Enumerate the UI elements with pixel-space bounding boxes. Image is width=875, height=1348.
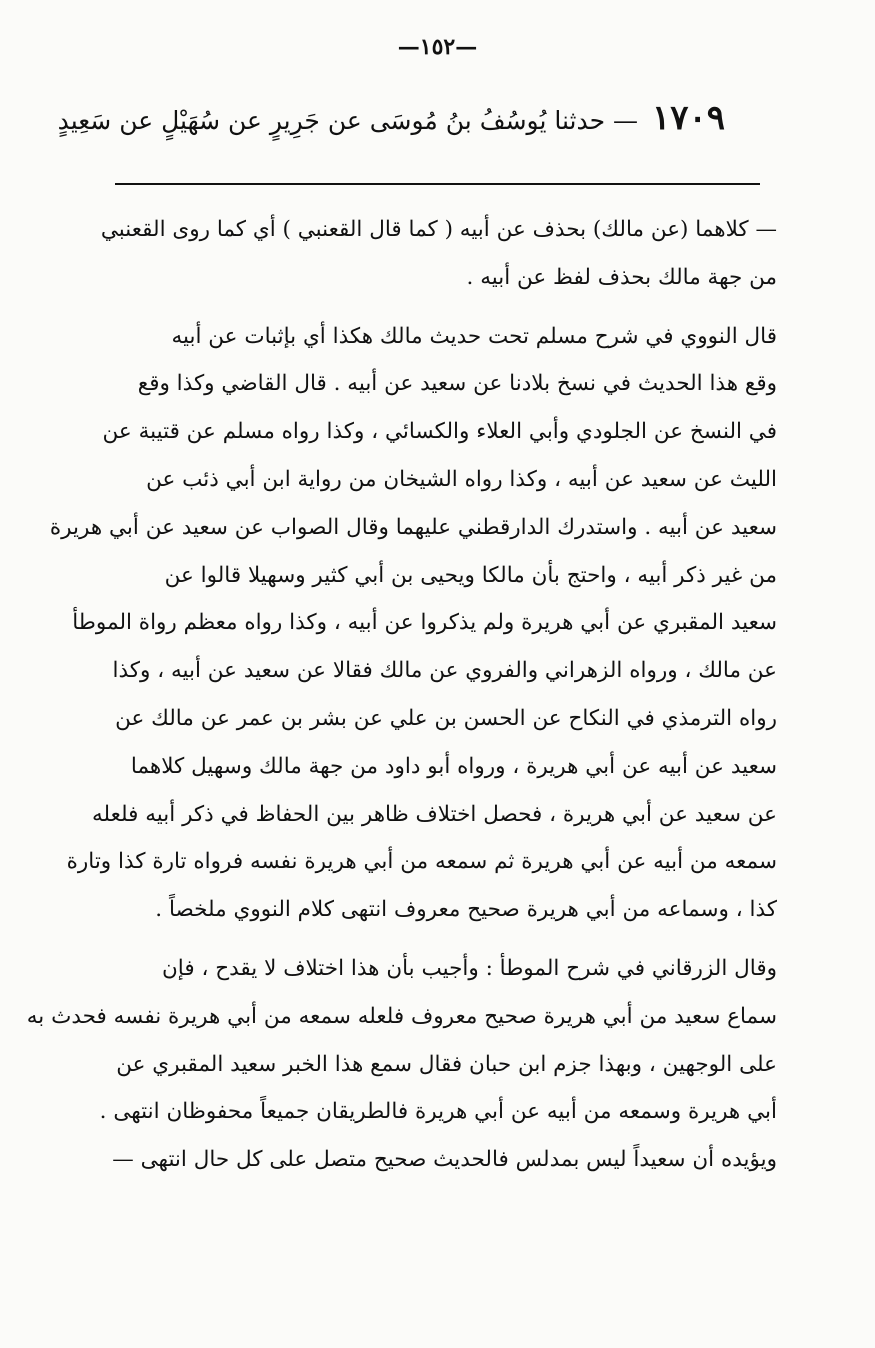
page-number: —١٥٢— xyxy=(397,34,478,60)
hadith-number: ١٧٠٩ xyxy=(651,98,725,138)
text-line: كذا ، وسماعه من أبي هريرة صحيح معروف انتهى كلام النووي ملخصاً . xyxy=(155,897,777,923)
text-line: سعيد عن أبيه عن أبي هريرة ، ورواه أبو داود من جهة مالك وسهيل كلاهما xyxy=(130,753,777,779)
text-line: وقال الزرقاني في شرح الموطأ : وأجيب بأن هذا اختلاف لا يقدح ، فإن xyxy=(162,955,777,981)
text-line: ويؤيده أن سعيداً ليس بمدلس فالحديث صحيح متصل على كل حال انتهى — xyxy=(112,1147,777,1173)
paragraph-1 xyxy=(100,206,777,302)
text-line: رواه الترمذي في النكاح عن الحسن بن علي عن بشر بن عمر عن مالك عن xyxy=(115,705,777,731)
text-line: سماع سعيد من أبي هريرة صحيح معروف فلعله سمعه من أبي هريرة نفسه فحدث به xyxy=(26,1003,777,1029)
text-line: على الوجهين ، وبهذا جزم ابن حبان فقال سمع هذا الخبر سعيد المقبري عن xyxy=(116,1051,777,1077)
text-line: عن سعيد عن أبي هريرة ، فحصل اختلاف ظاهر بين الحفاظ في ذكر أبيه فلعله xyxy=(92,801,777,827)
commentary-body xyxy=(26,206,777,1184)
hadith-header xyxy=(57,98,725,141)
text-line: قال النووي في شرح مسلم تحت حديث مالك هكذا أي بإثبات عن أبيه xyxy=(171,323,777,349)
text-line: وقع هذا الحديث في نسخ بلادنا عن سعيد عن أبيه . قال القاضي وكذا وقع xyxy=(137,371,777,397)
text-line: — كلاهما (عن مالك) بحذف عن أبيه ( كما قال القعنبي ) أي كما روى القعنبي xyxy=(100,217,777,242)
paragraph-3 xyxy=(26,945,777,1184)
header-divider xyxy=(115,183,760,185)
text-line: سعيد عن أبيه . واستدرك الدارقطني عليهما وقال الصواب عن سعيد عن أبي هريرة xyxy=(49,514,777,540)
text-line: من غير ذكر أبيه ، واحتج بأن مالكا ويحيى بن أبي كثير وسهيلا قالوا عن xyxy=(164,562,777,588)
text-line: في النسخ عن الجلودي وأبي العلاء والكسائي ، وكذا رواه مسلم عن قتيبة عن xyxy=(102,419,777,445)
text-line: الليث عن سعيد عن أبيه ، وكذا رواه الشيخان من رواية ابن أبي ذئب عن xyxy=(146,466,777,492)
text-line: من جهة مالك بحذف لفظ عن أبيه . xyxy=(466,264,777,290)
text-line: سمعه من أبيه عن أبي هريرة ثم سمعه من أبي هريرة نفسه فرواه تارة كذا وتارة xyxy=(66,849,777,875)
text-line: سعيد المقبري عن أبي هريرة ولم يذكروا عن أبيه ، وكذا رواه معظم رواة الموطأ xyxy=(72,610,777,636)
paragraph-2 xyxy=(49,313,777,934)
text-line: عن مالك ، ورواه الزهراني والفروي عن مالك فقالا عن سعيد عن أبيه ، وكذا xyxy=(112,658,777,684)
hadith-chain: — حدثنا يُوسُفُ بنُ مُوسَى عن جَرِيرٍ عن سُهَيْلٍ عن سَعِيدٍ xyxy=(57,106,638,135)
text-line: أبي هريرة وسمعه من أبيه عن أبي هريرة فالطريقان جميعاً محفوظان انتهى . xyxy=(99,1099,777,1125)
